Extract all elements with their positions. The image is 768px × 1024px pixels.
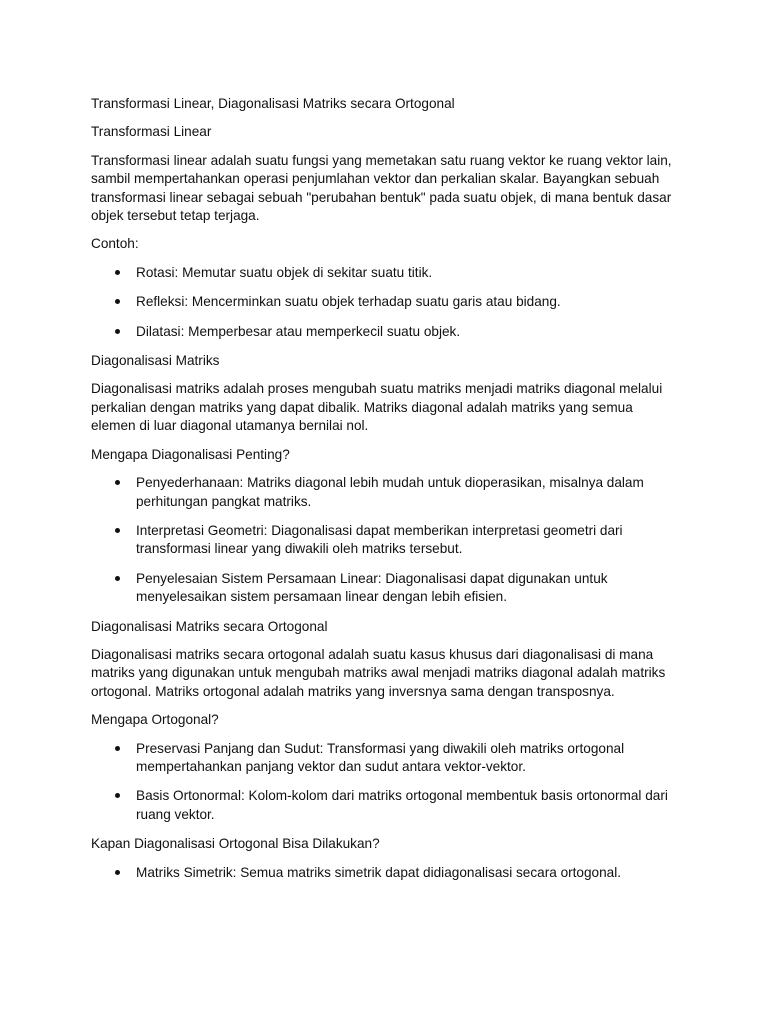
list-mengapa-ortogonal <box>91 740 678 825</box>
list-item <box>91 570 678 607</box>
list-item-text: Dilatasi: Memperbesar atau memperkecil suatu objek. <box>136 323 461 339</box>
list-item <box>91 864 678 882</box>
list-item <box>91 323 678 341</box>
list-item-text: Matriks Simetrik: Semua matriks simetrik dapat didiagonalisasi secara ortogonal. <box>136 864 622 880</box>
list-item <box>91 264 678 282</box>
list-item-text: Basis Ortonormal: Kolom-kolom dari matriks ortogonal membentuk basis ortonormal dari ruang vektor. <box>136 788 668 822</box>
list-contoh <box>91 264 678 341</box>
subheading-mengapa-diagonalisasi: Mengapa Diagonalisasi Penting? <box>91 446 290 462</box>
list-mengapa-diagonalisasi <box>91 474 678 606</box>
bullet-icon <box>115 299 120 304</box>
bullet-icon <box>115 528 120 533</box>
section-heading-diagonalisasi-matriks: Diagonalisasi Matriks <box>91 353 220 369</box>
list-item-text: Refleksi: Mencerminkan suatu objek terhadap suatu garis atau bidang. <box>136 294 561 310</box>
bullet-icon <box>115 270 120 275</box>
list-item-text: Interpretasi Geometri: Diagonalisasi dapat memberikan interpretasi geometri dari transformasi linear yang diwakili oleh matriks tersebut. <box>136 522 623 557</box>
list-item-text: Penyederhanaan: Matriks diagonal lebih mudah untuk dioperasikan, misalnya dalam perhitungan pangkat matriks. <box>136 475 644 509</box>
bullet-icon <box>115 746 120 751</box>
section-heading-transformasi-linear: Transformasi Linear <box>91 124 212 140</box>
bullet-icon <box>115 480 120 485</box>
paragraph-transformasi-linear: Transformasi linear adalah suatu fungsi yang memetakan satu ruang vektor ke ruang vektor lain, sambil mempertahankan operasi penjumlahan vektor dan perkalian skalar. Bayangkan sebuah transformasi linear sebagai sebuah "perubahan bentuk" pada suatu objek, di mana bentuk dasar objek tersebut tetap terjaga. <box>91 152 672 224</box>
paragraph-diagonalisasi-matriks: Diagonalisasi matriks adalah proses mengubah suatu matriks menjadi matriks diagonal melalui perkalian dengan matriks yang dapat dibalik. Matriks diagonal adalah matriks yang semua elemen di luar diagonal utamanya bernilai nol. <box>91 381 663 434</box>
list-item <box>91 522 678 559</box>
list-item-text: Penyelesaian Sistem Persamaan Linear: Diagonalisasi dapat digunakan untuk menyelesaikan sistem persamaan linear dengan lebih efisien. <box>136 570 608 605</box>
bullet-icon <box>115 576 120 581</box>
bullet-icon <box>115 793 120 798</box>
bullet-icon <box>115 329 120 334</box>
list-kapan-ortogonal <box>91 864 678 882</box>
list-item-text: Preservasi Panjang dan Sudut: Transformasi yang diwakili oleh matriks ortogonal mempertahankan panjang vektor dan sudut antara vektor-vektor. <box>136 740 625 774</box>
list-item <box>91 293 678 311</box>
list-item <box>91 740 678 777</box>
subheading-kapan-ortogonal: Kapan Diagonalisasi Ortogonal Bisa Dilakukan? <box>91 836 380 852</box>
list-item <box>91 474 678 511</box>
list-item <box>91 787 678 824</box>
list-item-text: Rotasi: Memutar suatu objek di sekitar suatu titik. <box>136 264 433 280</box>
document-title: Transformasi Linear, Diagonalisasi Matriks secara Ortogonal <box>91 96 455 111</box>
subheading-mengapa-ortogonal: Mengapa Ortogonal? <box>91 712 219 728</box>
section-heading-diagonalisasi-ortogonal: Diagonalisasi Matriks secara Ortogonal <box>91 618 328 634</box>
paragraph-diagonalisasi-ortogonal: Diagonalisasi matriks secara ortogonal adalah suatu kasus khusus dari diagonalisasi di mana matriks yang digunakan untuk mengubah matriks awal menjadi matriks diagonal adalah matriks ortogonal. Matriks ortogonal adalah matriks yang inversnya sama dengan transposnya. <box>91 646 666 699</box>
label-contoh: Contoh: <box>91 236 139 252</box>
bullet-icon <box>115 870 120 875</box>
